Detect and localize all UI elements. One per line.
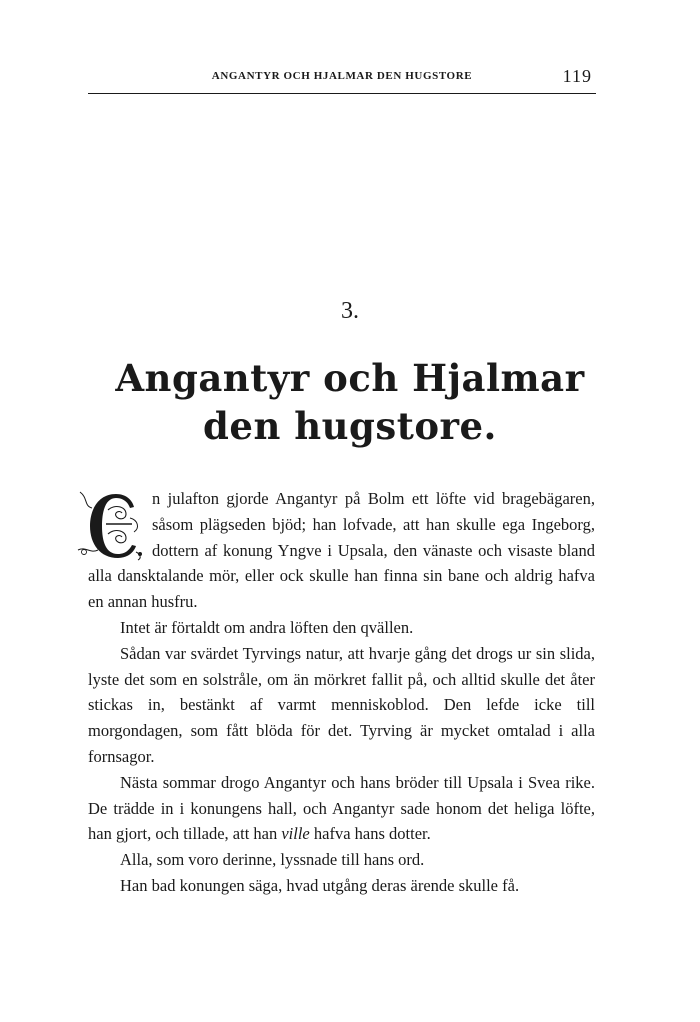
page-number: 119	[562, 66, 592, 86]
page-header	[88, 66, 596, 88]
header-rule	[88, 93, 596, 94]
chapter-number: 3.	[341, 298, 359, 324]
body-text	[88, 486, 595, 899]
paragraph-3: Sådan var svärdet Tyrvings natur, att hvarje gång det drogs ur sin slida, lyste det som en solstråle, om än mörkret fallit på, och alltid skulle det åter stickas in, bestänkt af varmt menniskoblod. Den lefde icke till morgondagen, som fått blöda för det. Tyrving är mycket omtalad i alla fornsagor.	[88, 643, 595, 766]
paragraph-4	[88, 770, 595, 847]
paragraph-1-text: n julafton gjorde Angantyr på Bolm ett löfte vid bragebägaren, såsom plägseden bjöd; han lofvade, att han skulle ega Ingeborg, dottern af konung Yngve i Upsala, den vänaste och visaste bland alla dansktalande mör, eller ock skulle han finna sin bane och aldrig hafva en annan husfru.	[88, 489, 595, 612]
paragraph-4-text-after: hafva hans dotter.	[309, 824, 431, 844]
chapter-title: Angantyr och Hjalmar den hugstore.	[115, 356, 585, 448]
paragraph-1	[88, 486, 595, 615]
running-title: ANGANTYR OCH HJALMAR DEN HUGSTORE	[211, 70, 473, 82]
paragraph-5: Alla, som voro derinne, lyssnade till hans ord.	[120, 850, 425, 870]
paragraph-4-text-before: Nästa sommar drogo Angantyr och hans bröder till Upsala i Svea rike. De trädde in i konungens hall, och Angantyr sade honom det heliga löfte, han gjort, och tillade, att han	[88, 772, 595, 844]
paragraph-4-emphasis: ville	[281, 824, 310, 844]
ornamental-initial-e-icon	[76, 488, 146, 562]
paragraph-6: Han bad konungen säga, hvad utgång deras ärende skulle få.	[120, 875, 520, 895]
paragraph-2: Intet är förtaldt om andra löften den qvällen.	[120, 617, 414, 637]
